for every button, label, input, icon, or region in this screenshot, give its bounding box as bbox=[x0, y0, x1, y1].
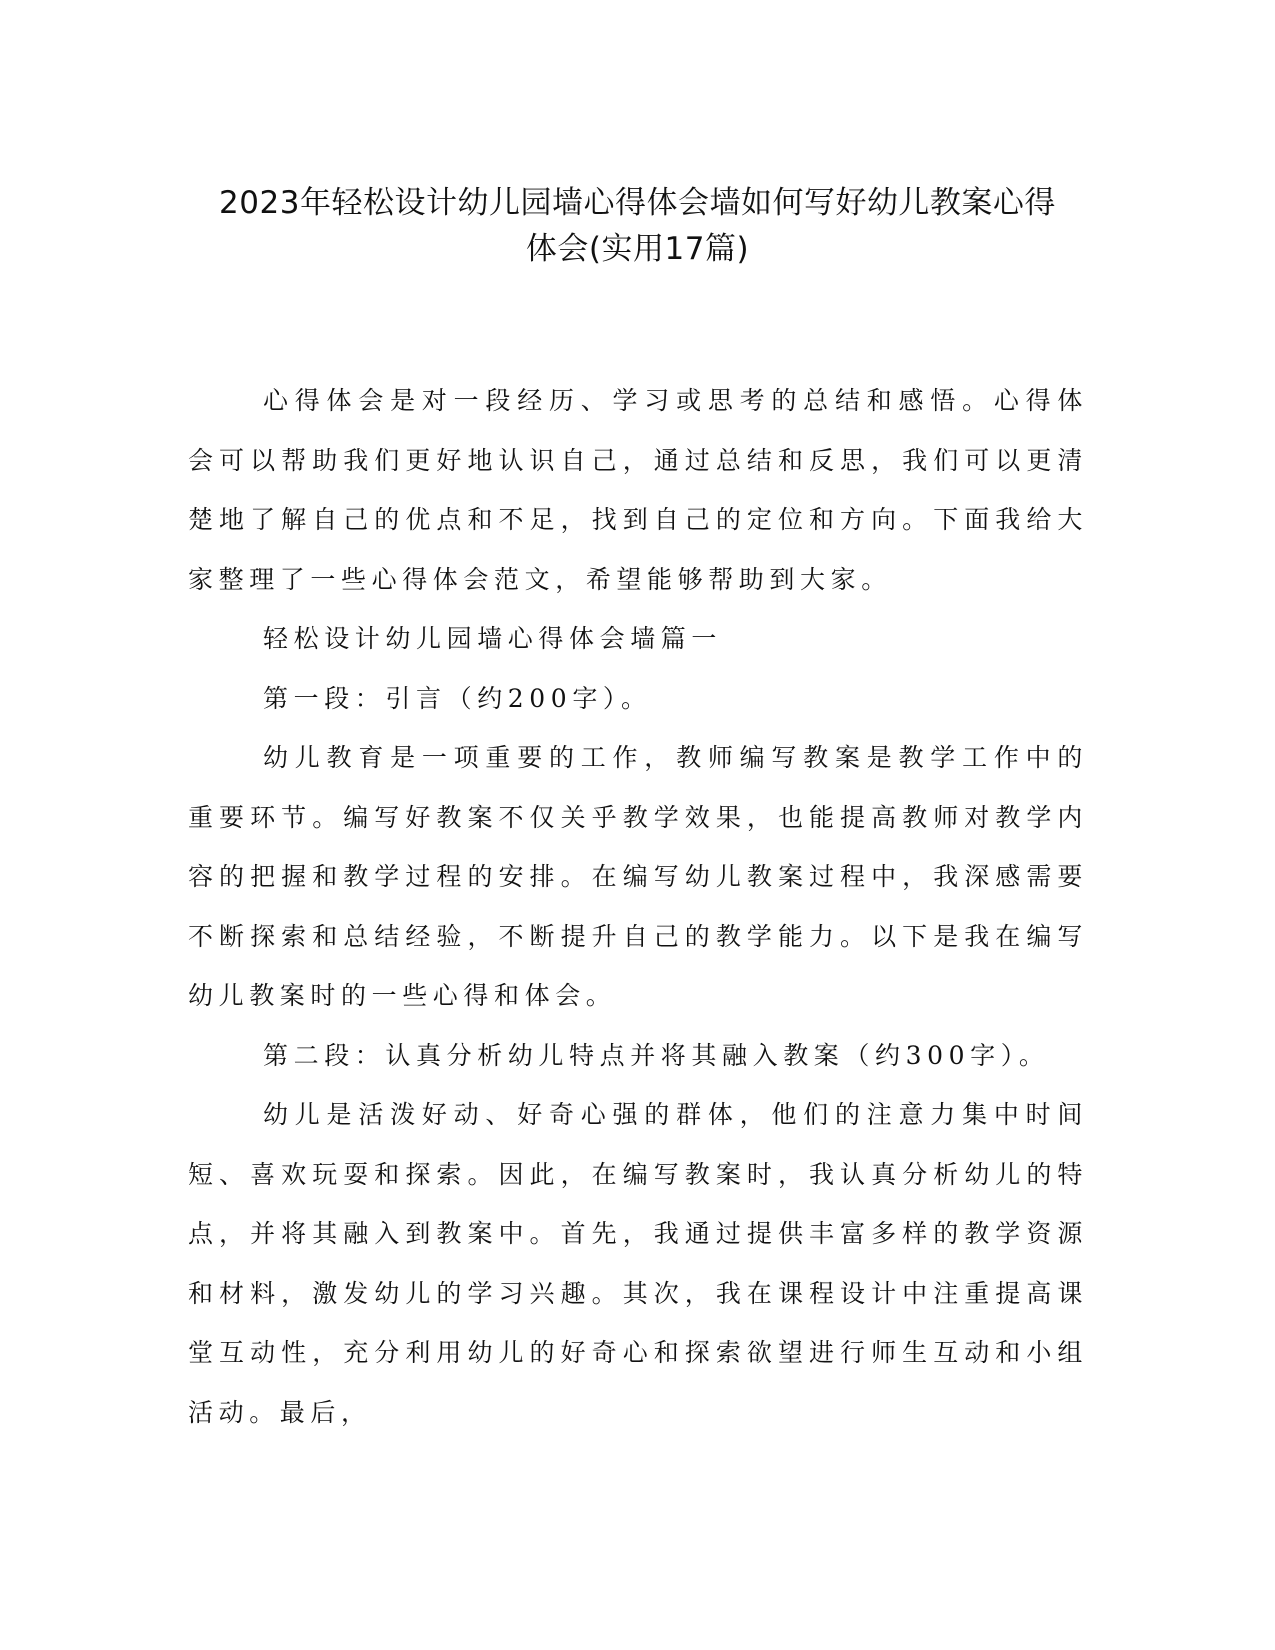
section-heading: 轻松设计幼儿园墙心得体会墙篇一 bbox=[263, 624, 723, 653]
part-two-paragraph: 幼儿是活泼好动、好奇心强的群体，他们的注意力集中时间短、喜欢玩耍和探索。因此，在编写教案时，我认真分析幼儿的特点，并将其融入到教案中。首先，我通过提供丰富多样的教学资源和材料，激发幼儿的学习兴趣。其次，我在课程设计中注重提高课堂互动性，充分利用幼儿的好奇心和探索欲望进行师生互动和小组活动。最后， bbox=[188, 1100, 1088, 1427]
part-two-heading: 第二段：认真分析幼儿特点并将其融入教案（约300字）。 bbox=[263, 1040, 1050, 1070]
title-line-2: 体会(实用17篇) bbox=[525, 231, 750, 267]
part-one-heading: 第一段：引言（约200字）。 bbox=[263, 683, 652, 713]
part-one-paragraph: 幼儿教育是一项重要的工作，教师编写教案是教学工作中的重要环节。编写好教案不仅关乎教学效果，也能提高教师对教学内容的把握和教学过程的安排。在编写幼儿教案过程中，我深感需要不断探索和总结经验，不断提升自己的教学能力。以下是我在编写幼儿教案时的一些心得和体会。 bbox=[188, 743, 1088, 1010]
title-line-1: 2023年轻松设计幼儿园墙心得体会墙如何写好幼儿教案心得 bbox=[219, 185, 1056, 221]
document-body bbox=[188, 371, 1088, 1442]
intro-paragraph: 心得体会是对一段经历、学习或思考的总结和感悟。心得体会可以帮助我们更好地认识自己，通过总结和反思，我们可以更清楚地了解自己的优点和不足，找到自己的定位和方向。下面我给大家整理了一些心得体会范文，希望能够帮助到大家。 bbox=[188, 386, 1088, 594]
document-title bbox=[150, 180, 1125, 272]
